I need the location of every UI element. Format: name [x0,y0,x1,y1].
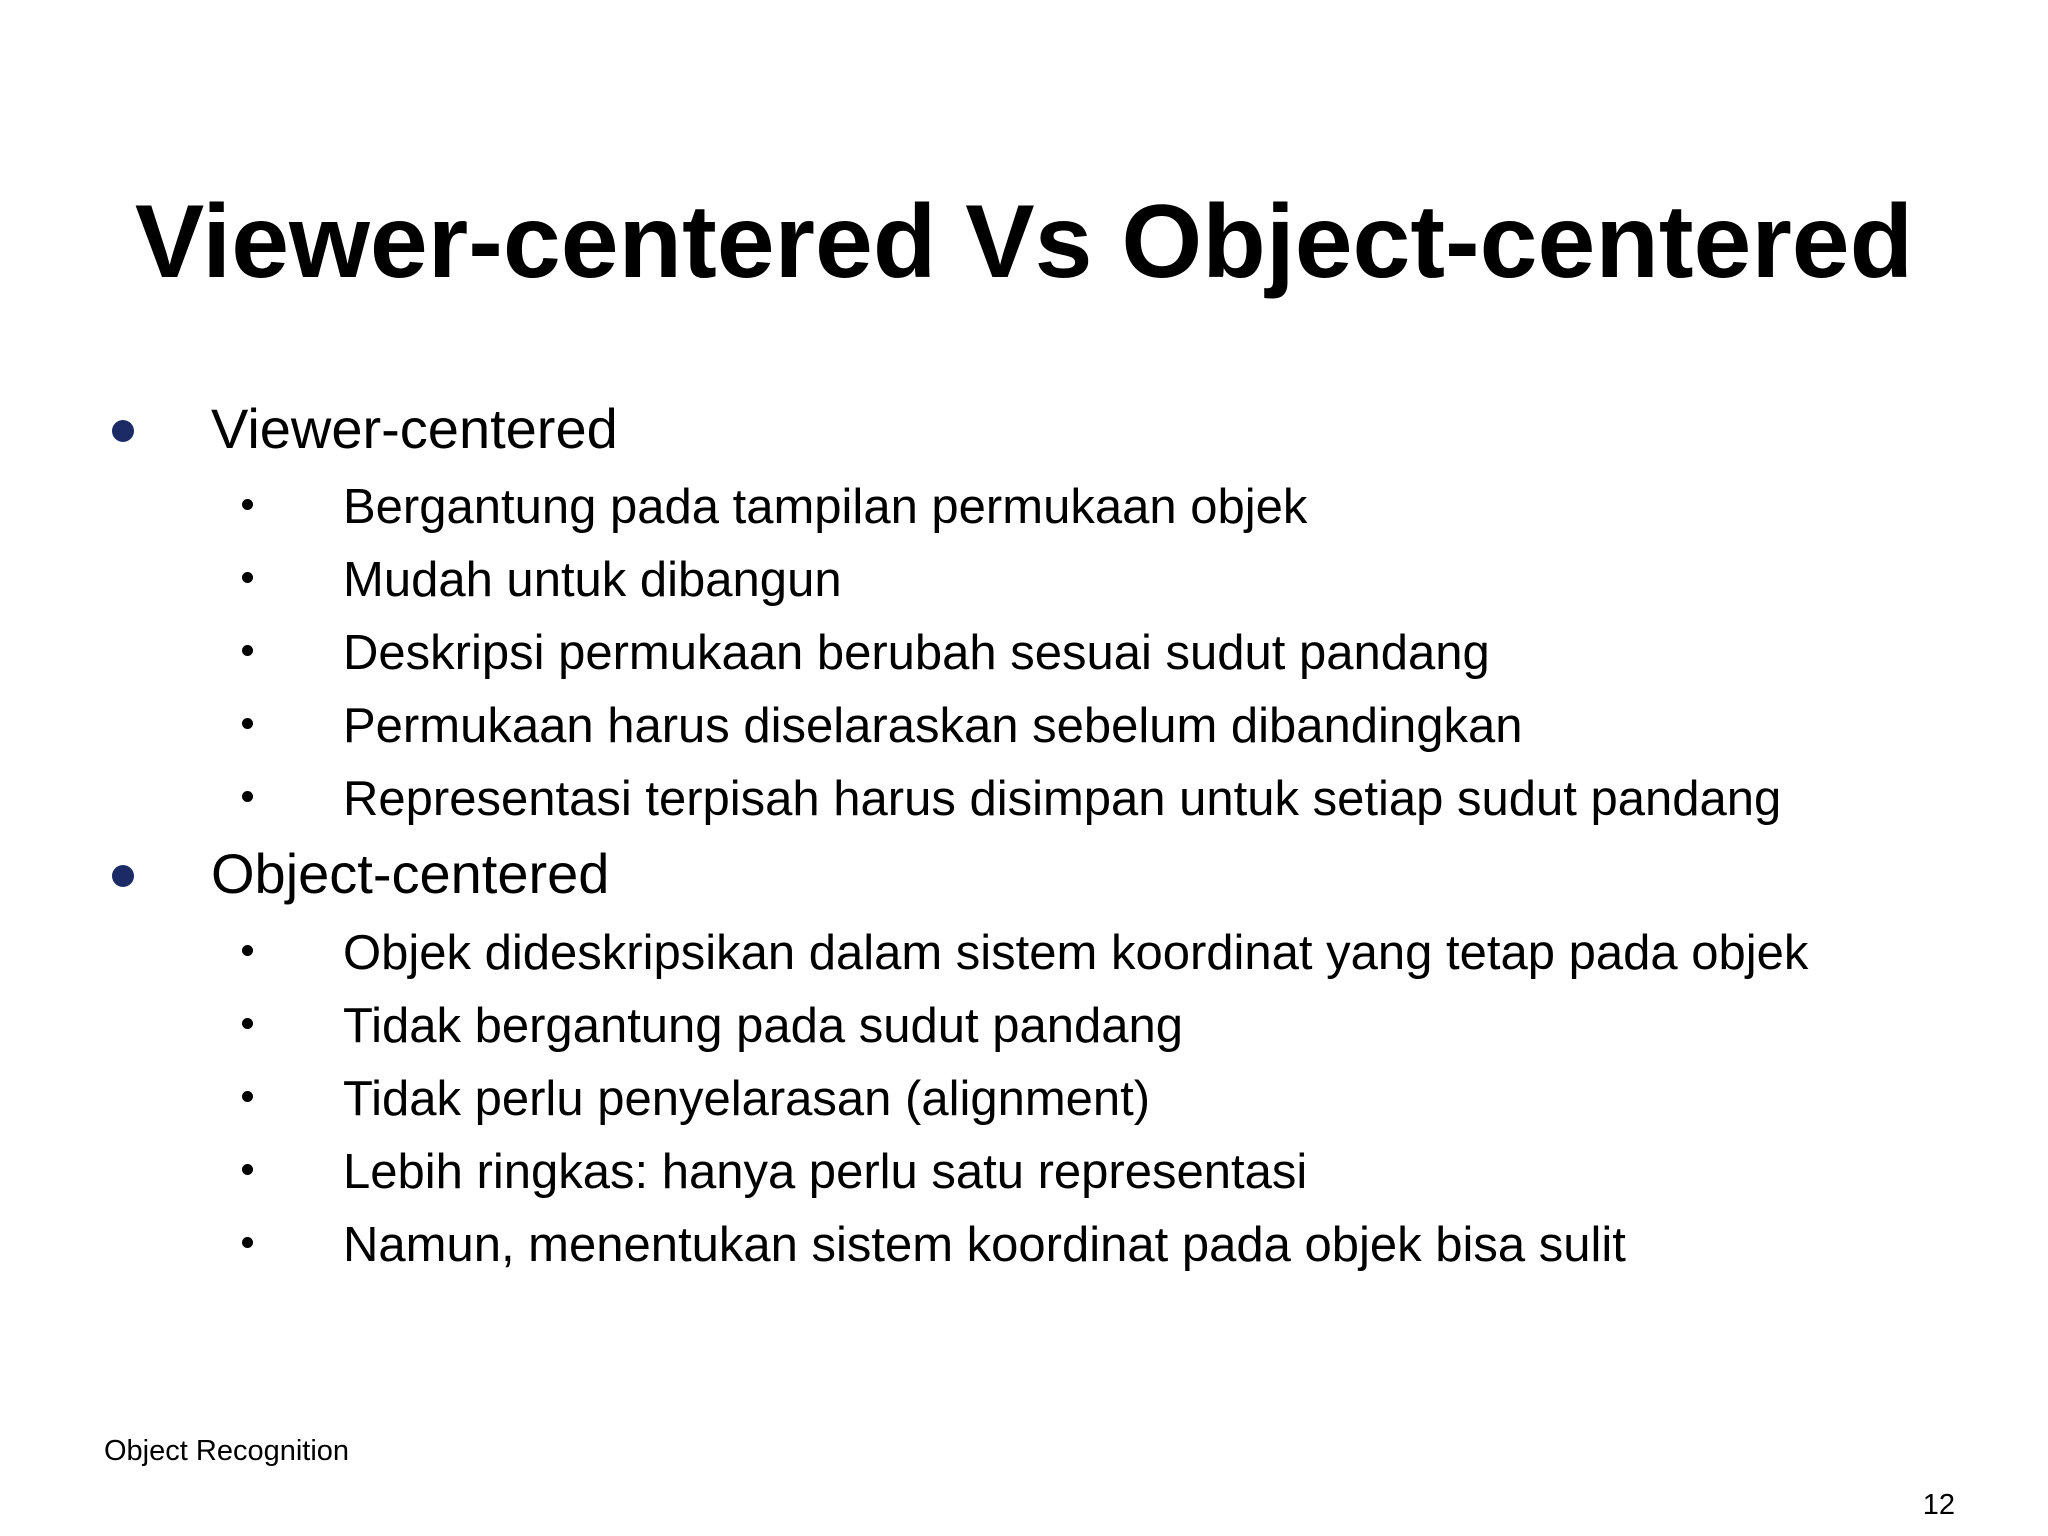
list-item-text: Objek dideskripsikan dalam sistem koordinat yang tetap pada objek [343,926,1809,980]
slide-title: Viewer-centered Vs Object-centered [134,184,1914,300]
list-item [343,551,842,609]
list-item-text: Namun, menentukan sistem koordinat pada objek bisa sulit [343,1218,1626,1272]
section-heading-object-centered [211,842,609,906]
list-item-text: Representasi terpisah harus disimpan untuk setiap sudut pandang [343,772,1782,826]
bullet-icon [242,1164,253,1175]
footer-course-title: Object Recognition [104,1435,350,1467]
bullet-icon [242,645,253,656]
list-item [343,1070,1150,1128]
list-item [343,770,1781,828]
bullet-icon [242,1018,253,1029]
list-item [343,478,1307,536]
bullet-icon [242,1237,253,1248]
bullet-icon [242,572,253,583]
section-heading-text: Object-centered [211,842,610,905]
bullet-icon [242,1091,253,1102]
bullet-icon [112,865,134,887]
section-heading-viewer-centered [211,397,618,461]
list-item-text: Deskripsi permukaan berubah sesuai sudut pandang [343,626,1490,680]
list-item [343,1216,1626,1274]
bullet-icon [242,499,253,510]
list-item-text: Mudah untuk dibangun [343,553,842,607]
list-item-text: Tidak perlu penyelarasan (alignment) [343,1072,1151,1126]
bullet-icon [242,718,253,729]
bullet-icon [112,420,134,442]
list-item [343,997,1183,1055]
list-item-text: Lebih ringkas: hanya perlu satu representasi [343,1145,1308,1199]
list-item [343,697,1522,755]
list-item [343,924,1808,982]
list-item-text: Tidak bergantung pada sudut pandang [343,999,1184,1053]
list-item [343,1143,1307,1201]
page-number: 12 [1922,1489,1955,1521]
bullet-icon [242,791,253,802]
list-item-text: Permukaan harus diselaraskan sebelum dibandingkan [343,699,1523,753]
list-item-text: Bergantung pada tampilan permukaan objek [343,480,1308,534]
list-item [343,624,1490,682]
section-heading-text: Viewer-centered [211,397,618,460]
bullet-icon [242,945,253,956]
